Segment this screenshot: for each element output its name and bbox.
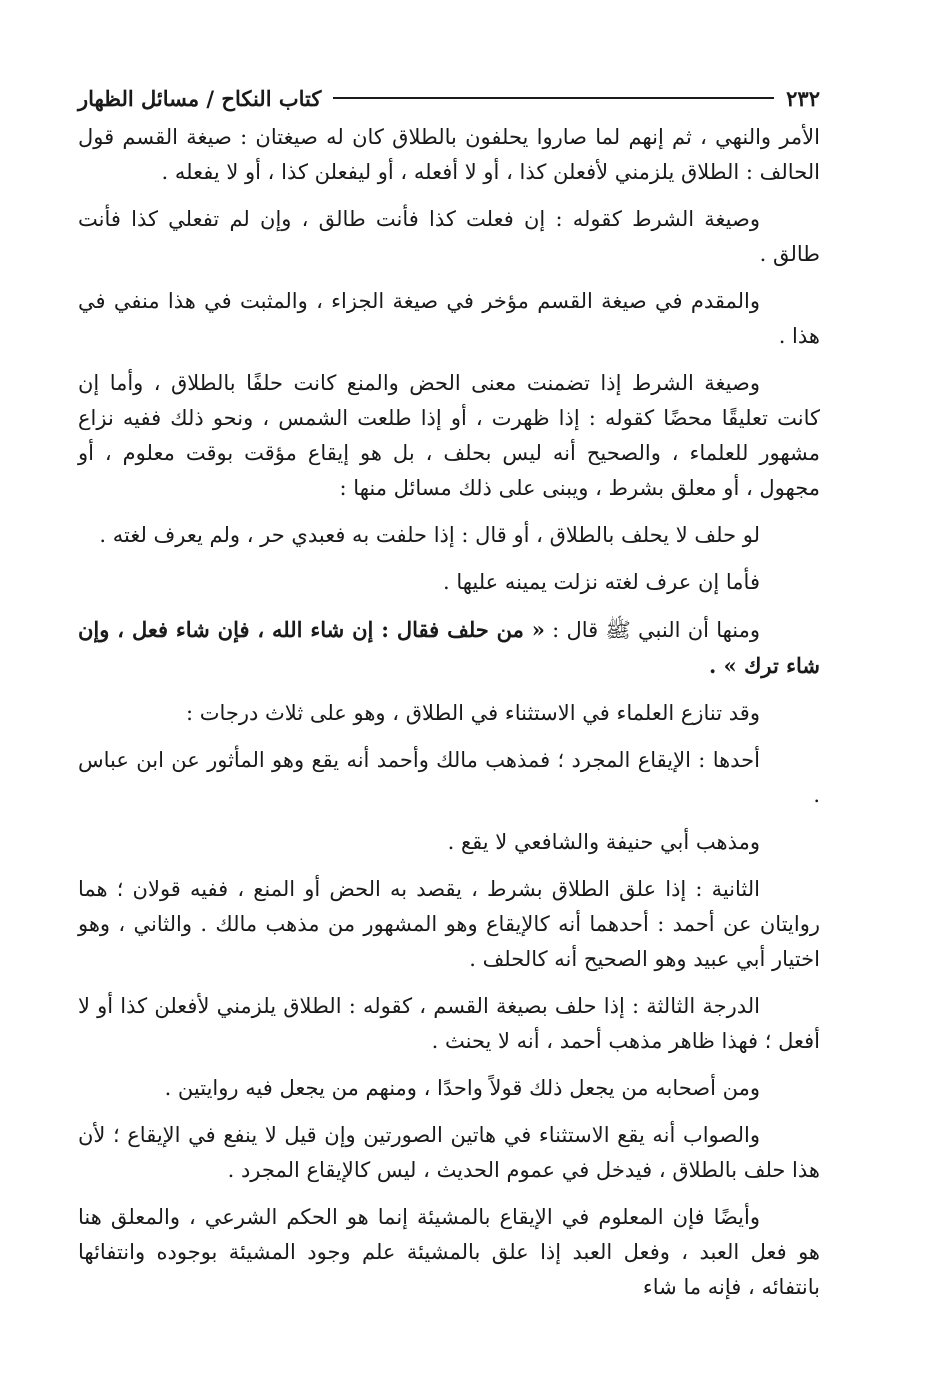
page-number: ٢٣٢ [786, 85, 820, 111]
paragraph-3: والمقدم في صيغة القسم مؤخر في صيغة الجزاء ، والمثبت في هذا منفي في هذا . [78, 289, 820, 348]
page-body [78, 120, 820, 1305]
paragraph-12: الدرجة الثالثة : إذا حلف بصيغة القسم ، كقوله : الطلاق يلزمني لأفعلن كذا أو لا أفعل ؛ فهذا ظاهر مذهب أحمد ، أنه لا يحنث . [78, 994, 820, 1053]
paragraph-11: الثانية : إذا علق الطلاق بشرط ، يقصد به الحض أو المنع ، ففيه قولان ؛ هما روايتان عن أحمد : أحدهما أنه كالإيقاع وهو المشهور من مذهب مالك . والثاني ، وهو اختيار أبي عبيد وهو الصحيح أنه كالحلف . [78, 877, 820, 971]
paragraph-13: ومن أصحابه من يجعل ذلك قولاً واحدًا ، ومنهم من يجعل فيه روايتين . [164, 1076, 760, 1100]
running-header [78, 80, 820, 116]
paragraph-7 [78, 612, 820, 684]
paragraph-2: وصيغة الشرط كقوله : إن فعلت كذا فأنت طالق ، وإن لم تفعلي كذا فأنت طالق . [78, 207, 820, 266]
paragraph-1: الأمر والنهي ، ثم إنهم لما صاروا يحلفون بالطلاق كان له صيغتان : صيغة القسم قول الحالف : الطلاق يلزمني لأفعلن كذا ، أو لا أفعله ، أو ليفعلن كذا ، أو لا يفعله . [78, 125, 820, 184]
paragraph-10: ومذهب أبي حنيفة والشافعي لا يقع . [447, 830, 760, 854]
paragraph-5: لو حلف لا يحلف بالطلاق ، أو قال : إذا حلفت به فعبدي حر ، ولم يعرف لغته . [99, 523, 760, 547]
paragraph-8: وقد تنازع العلماء في الاستثناء في الطلاق ، وهو على ثلاث درجات : [185, 701, 760, 725]
paragraph-9: أحدها : الإيقاع المجرد ؛ فمذهب مالك وأحمد أنه يقع وهو المأثور عن ابن عباس . [78, 748, 820, 807]
paragraph-14: والصواب أنه يقع الاستثناء في هاتين الصورتين وإن قيل لا ينفع في الإيقاع ؛ لأن هذا حلف بالطلاق ، فيدخل في عموم الحديث ، ليس كالإيقاع المجرد . [78, 1123, 820, 1182]
book-page [78, 80, 820, 1317]
paragraph-6: فأما إن عرف لغته نزلت يمينه عليها . [442, 570, 760, 594]
paragraph-4: وصيغة الشرط إذا تضمنت معنى الحض والمنع كانت حلفًا بالطلاق ، وأما إن كانت تعليقًا محضًا كقوله : إذا ظهرت ، أو إذا طلعت الشمس ، ونحو ذلك ففيه نزاع مشهور للعلماء ، والصحيح أنه ليس بحلف ، بل هو إيقاع مؤقت بوقت معلوم ، أو مجهول ، أو معلق بشرط ، ويبنى على ذلك مسائل منها : [78, 371, 820, 500]
header-rule [333, 97, 774, 99]
running-title: كتاب النكاح / مسائل الظهار [78, 85, 322, 111]
paragraph-15: وأيضًا فإن المعلوم في الإيقاع بالمشيئة إنما هو الحكم الشرعي ، والمعلق هنا هو فعل العبد ، وفعل العبد إذا علق بالمشيئة علم وجود المشيئة بوجوده وانتفائها بانتفائه ، فإنه ما شاء [78, 1205, 820, 1299]
hadith-lead: ومنها أن النبي ﷺ قال : [544, 618, 760, 642]
hadith-quote: « من حلف فقال : إن شاء الله ، فإن شاء فعل ، وإن شاء ترك » . [78, 617, 820, 678]
